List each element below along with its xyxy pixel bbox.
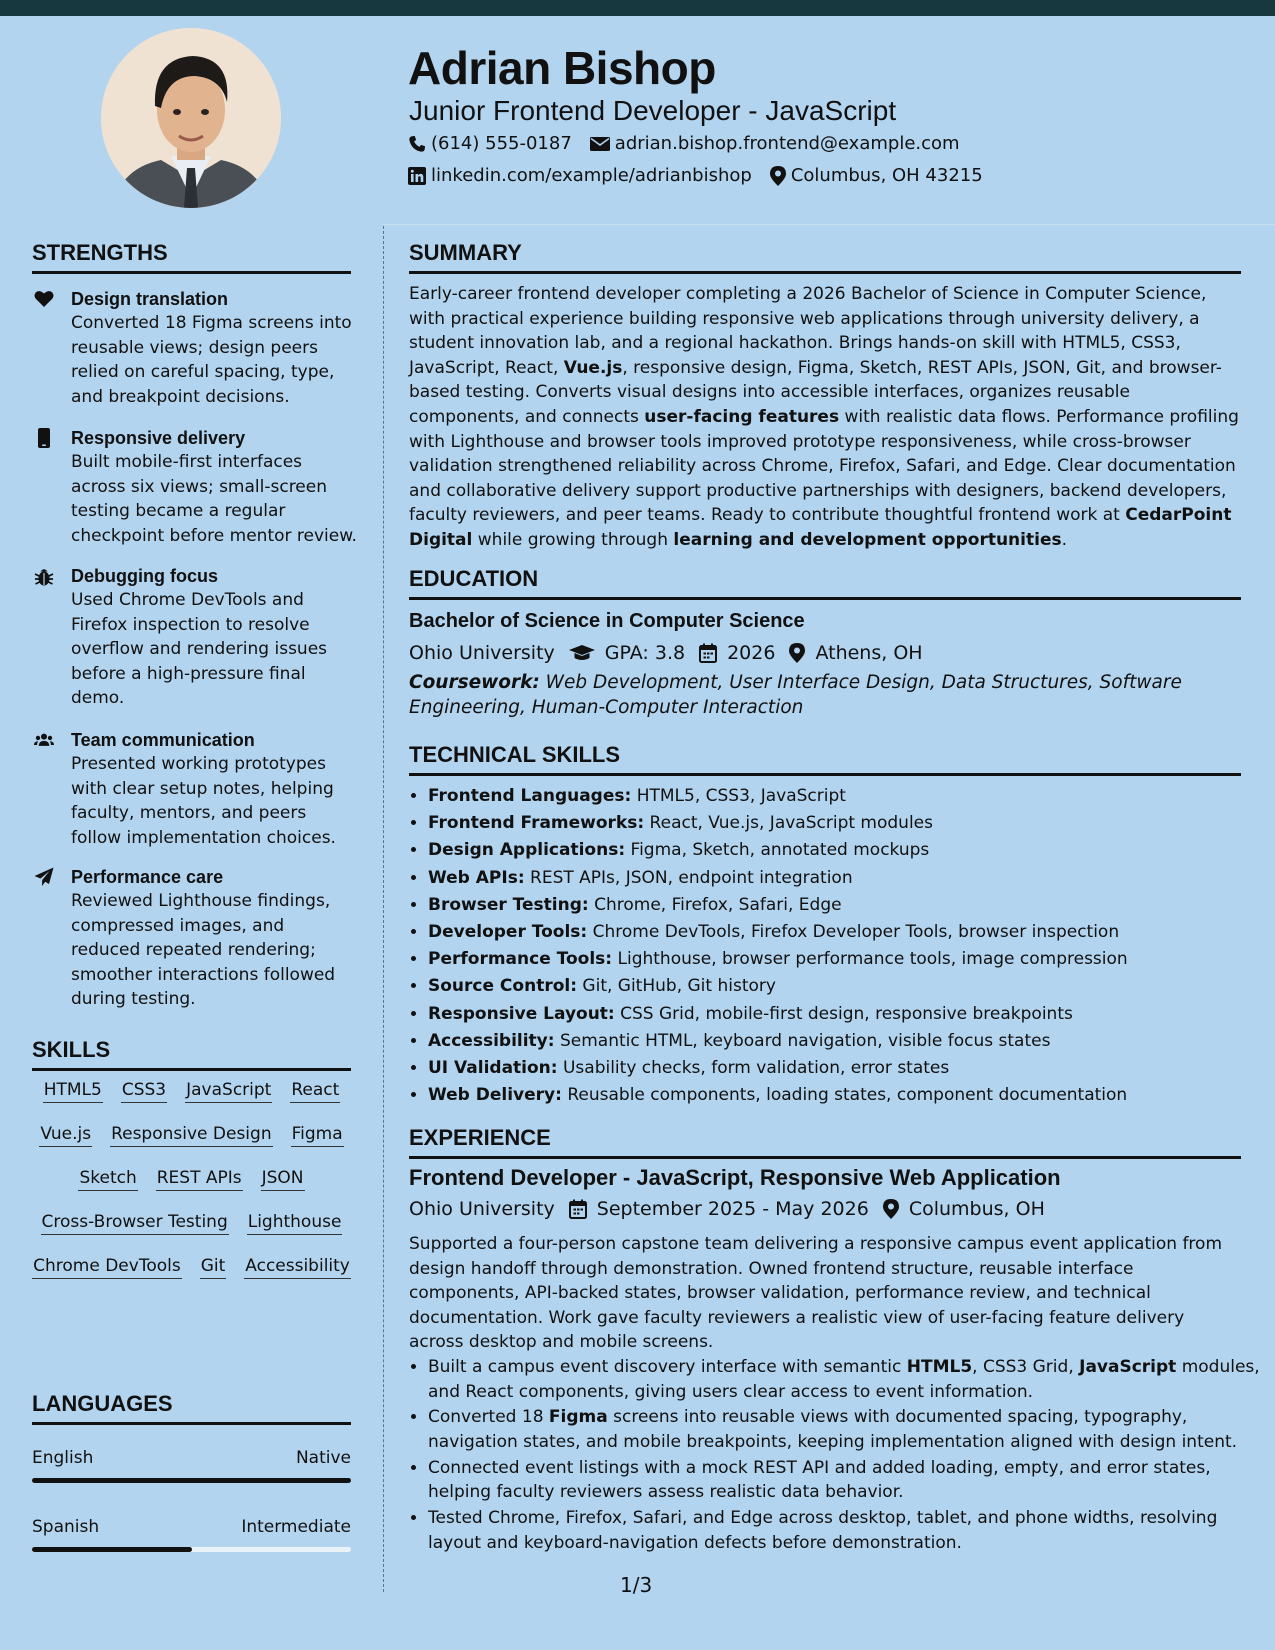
school-name: Ohio University (409, 642, 555, 664)
graduation-cap-icon (569, 644, 595, 662)
language-name: English (32, 1448, 94, 1468)
experience-bullet: • Converted 18 Figma screens into reusable views with documented spacing, typography, navigation states, and mobile breakpoints, keeping implementation aligned with design intent. (428, 1405, 1262, 1454)
page-number: 1/3 (620, 1573, 653, 1597)
experience-dates: September 2025 - May 2026 (596, 1198, 869, 1220)
experience-bullet: • Tested Chrome, Firefox, Safari, and Edge across desktop, tablet, and phone widths, resolving layout and keyboard-navigation defects before demonstration. (428, 1506, 1262, 1555)
strength-item (32, 865, 357, 1012)
language-level: Native (295, 1448, 351, 1468)
calendar-icon (699, 643, 717, 663)
summary-heading: SUMMARY (409, 240, 1241, 274)
skills-heading: SKILLS (32, 1037, 351, 1071)
candidate-name: Adrian Bishop (408, 42, 716, 94)
email-link[interactable]: adrian.bishop.frontend@example.com (614, 133, 960, 154)
strength-desc: Presented working prototypes with clear setup notes, helping faculty, mentors, and peers follow implementation choices. (71, 754, 336, 848)
summary-text: Early-career frontend developer completing a 2026 Bachelor of Science in Computer Science, with practical experience building responsive web applications through university delivery, a student innovation lab, and a regional hackathon. Brings hands-on skill with HTML5, CSS3, JavaScript, React, Vue.js, responsive design, Figma, Sketch, REST APIs, JSON, Git, and browser-based testing. Converts visual designs into accessible interfaces, organizes reusable components, and connects user-facing features with realistic data flows. Performance profiling with Lighthouse and browser tools improved prototype responsiveness, while cross-browser validation strengthened reliability across Chrome, Firefox, Safari, and Edge. Clear documentation and collaborative delivery support productive partnerships with designers, backend developers, faculty reviewers, and peer teams. Ready to contribute thoughtful frontend work at CedarPoint Digital while growing through learning and development opportunities. (409, 284, 1239, 550)
employer-name: Ohio University (409, 1198, 555, 1220)
strengths-heading: STRENGTHS (32, 240, 351, 274)
technical-skill-item: • Accessibility: Semantic HTML, keyboard navigation, visible focus states (428, 1028, 1262, 1055)
degree-title: Bachelor of Science in Computer Science (409, 610, 805, 632)
linkedin-link[interactable]: linkedin.com/example/adrianbishop (431, 165, 752, 186)
location-item (770, 165, 983, 186)
education-heading: EDUCATION (409, 566, 1241, 600)
technical-skill-item: • Source Control: Git, GitHub, Git history (428, 973, 1262, 1000)
strength-item (32, 728, 357, 850)
experience-heading: EXPERIENCE (409, 1125, 1241, 1159)
users-icon (34, 730, 54, 750)
experience-location: Columbus, OH (908, 1198, 1045, 1220)
strength-desc: Built mobile-first interfaces across six views; small-screen testing became a regular checkpoint before mentor review. (71, 452, 357, 546)
contact-row-1 (408, 133, 978, 154)
education-meta (409, 640, 937, 666)
education-location: Athens, OH (815, 642, 923, 664)
linkedin-item (408, 165, 752, 186)
skill-tag: Chrome DevTools (32, 1254, 182, 1279)
strength-title: Team communication (71, 730, 255, 750)
technical-skill-item: • Frontend Frameworks: React, Vue.js, JavaScript modules (428, 810, 1262, 837)
header-divider (383, 224, 1275, 225)
technical-skill-item: • Web APIs: REST APIs, JSON, endpoint integration (428, 865, 1262, 892)
phone-icon (408, 135, 426, 153)
strength-title: Responsive delivery (71, 428, 246, 448)
phone-item (408, 133, 572, 154)
experience-bullet: • Connected event listings with a mock REST API and added loading, empty, and error states, helping faculty reviewers assess realistic data behavior. (428, 1456, 1262, 1505)
map-pin-icon (789, 643, 805, 663)
language-item (32, 1515, 351, 1552)
technical-skills-list (409, 783, 1262, 1109)
strength-desc: Converted 18 Figma screens into reusable views; design peers relied on careful spacing, type, and breakpoint decisions. (71, 313, 352, 407)
gpa-text: GPA: 3.8 (604, 642, 686, 664)
skill-tag: Responsive Design (110, 1122, 273, 1147)
skill-tag: JavaScript (185, 1078, 272, 1103)
strength-item (32, 287, 357, 409)
skill-tag: JSON (261, 1166, 305, 1191)
strength-title: Design translation (71, 289, 229, 309)
proficiency-bar (32, 1547, 351, 1552)
skill-tag: Accessibility (244, 1254, 351, 1279)
skill-tag: REST APIs (156, 1166, 243, 1191)
strength-desc: Used Chrome DevTools and Firefox inspection to resolve overflow and rendering issues before a high-pressure final demo. (71, 590, 328, 708)
technical-skill-item: • Web Delivery: Reusable components, loading states, component documentation (428, 1082, 1262, 1109)
skill-tag: Git (200, 1254, 227, 1279)
top-accent-bar (0, 0, 1275, 16)
experience-bullets (409, 1355, 1262, 1557)
experience-bullet: • Built a campus event discovery interface with semantic HTML5, CSS3 Grid, JavaScript modules, and React components, giving users clear access to event information. (428, 1355, 1262, 1404)
technical-skill-item: • Performance Tools: Lighthouse, browser performance tools, image compression (428, 946, 1262, 973)
linkedin-icon (408, 167, 426, 185)
paper-plane-icon (34, 867, 54, 887)
skills-tags (32, 1078, 351, 1279)
language-item (32, 1446, 351, 1483)
experience-description: Supported a four-person capstone team delivering a responsive campus event application from design handoff through demonstration. Owned frontend structure, reusable interface components, API-backed states, browser validation, performance review, and technical documentation. Work gave faculty reviewers a realistic view of user-facing feature delivery across desktop and mobile screens. (409, 1234, 1223, 1353)
contact-row-2 (408, 165, 1001, 186)
location-text: Columbus, OH 43215 (790, 165, 983, 186)
technical-skill-item: • Frontend Languages: HTML5, CSS3, JavaScript (428, 783, 1262, 810)
profile-photo (101, 28, 281, 208)
job-title: Junior Frontend Developer - JavaScript (409, 95, 897, 126)
graduation-year: 2026 (727, 642, 776, 664)
column-divider (383, 226, 384, 1592)
technical-skill-item: • Browser Testing: Chrome, Firefox, Safari, Edge (428, 892, 1262, 919)
coursework: Coursework: Web Development, User Interface Design, Data Structures, Software Engineering, Human-Computer Interaction (409, 672, 1182, 718)
strength-item (32, 426, 357, 548)
technical-skills-heading: TECHNICAL SKILLS (409, 742, 1241, 776)
technical-skill-item: • Design Applications: Figma, Sketch, annotated mockups (428, 837, 1262, 864)
language-name: Spanish (32, 1517, 100, 1537)
strength-item (32, 564, 357, 711)
proficiency-bar (32, 1478, 351, 1483)
language-level: Intermediate (241, 1517, 351, 1537)
experience-title: Frontend Developer - JavaScript, Responsive Web Application (409, 1165, 1061, 1190)
experience-meta (409, 1196, 1059, 1222)
proficiency-fill (32, 1547, 192, 1552)
email-item (590, 133, 960, 154)
strength-desc: Reviewed Lighthouse findings, compressed images, and reduced repeated rendering; smoother interactions followed during testing. (71, 891, 336, 1009)
skill-tag: Figma (291, 1122, 344, 1147)
strength-title: Debugging focus (71, 566, 218, 586)
map-pin-icon (770, 166, 786, 186)
skill-tag: Lighthouse (247, 1210, 343, 1235)
phone-text[interactable]: (614) 555-0187 (431, 133, 572, 154)
skill-tag: Sketch (78, 1166, 137, 1191)
mobile-icon (34, 428, 54, 448)
envelope-icon (590, 136, 610, 152)
calendar-icon (569, 1199, 587, 1219)
heart-icon (34, 289, 54, 309)
skill-tag: Cross-Browser Testing (41, 1210, 229, 1235)
skill-tag: React (290, 1078, 340, 1103)
bug-icon (34, 566, 54, 586)
skill-tag: CSS3 (121, 1078, 167, 1103)
technical-skill-item: • UI Validation: Usability checks, form validation, error states (428, 1055, 1262, 1082)
skill-tag: HTML5 (43, 1078, 103, 1103)
proficiency-fill (32, 1478, 351, 1483)
strength-title: Performance care (71, 867, 224, 887)
skill-tag: Vue.js (39, 1122, 92, 1147)
languages-heading: LANGUAGES (32, 1391, 351, 1425)
technical-skill-item: • Developer Tools: Chrome DevTools, Firefox Developer Tools, browser inspection (428, 919, 1262, 946)
technical-skill-item: • Responsive Layout: CSS Grid, mobile-first design, responsive breakpoints (428, 1001, 1262, 1028)
map-pin-icon (883, 1199, 899, 1219)
